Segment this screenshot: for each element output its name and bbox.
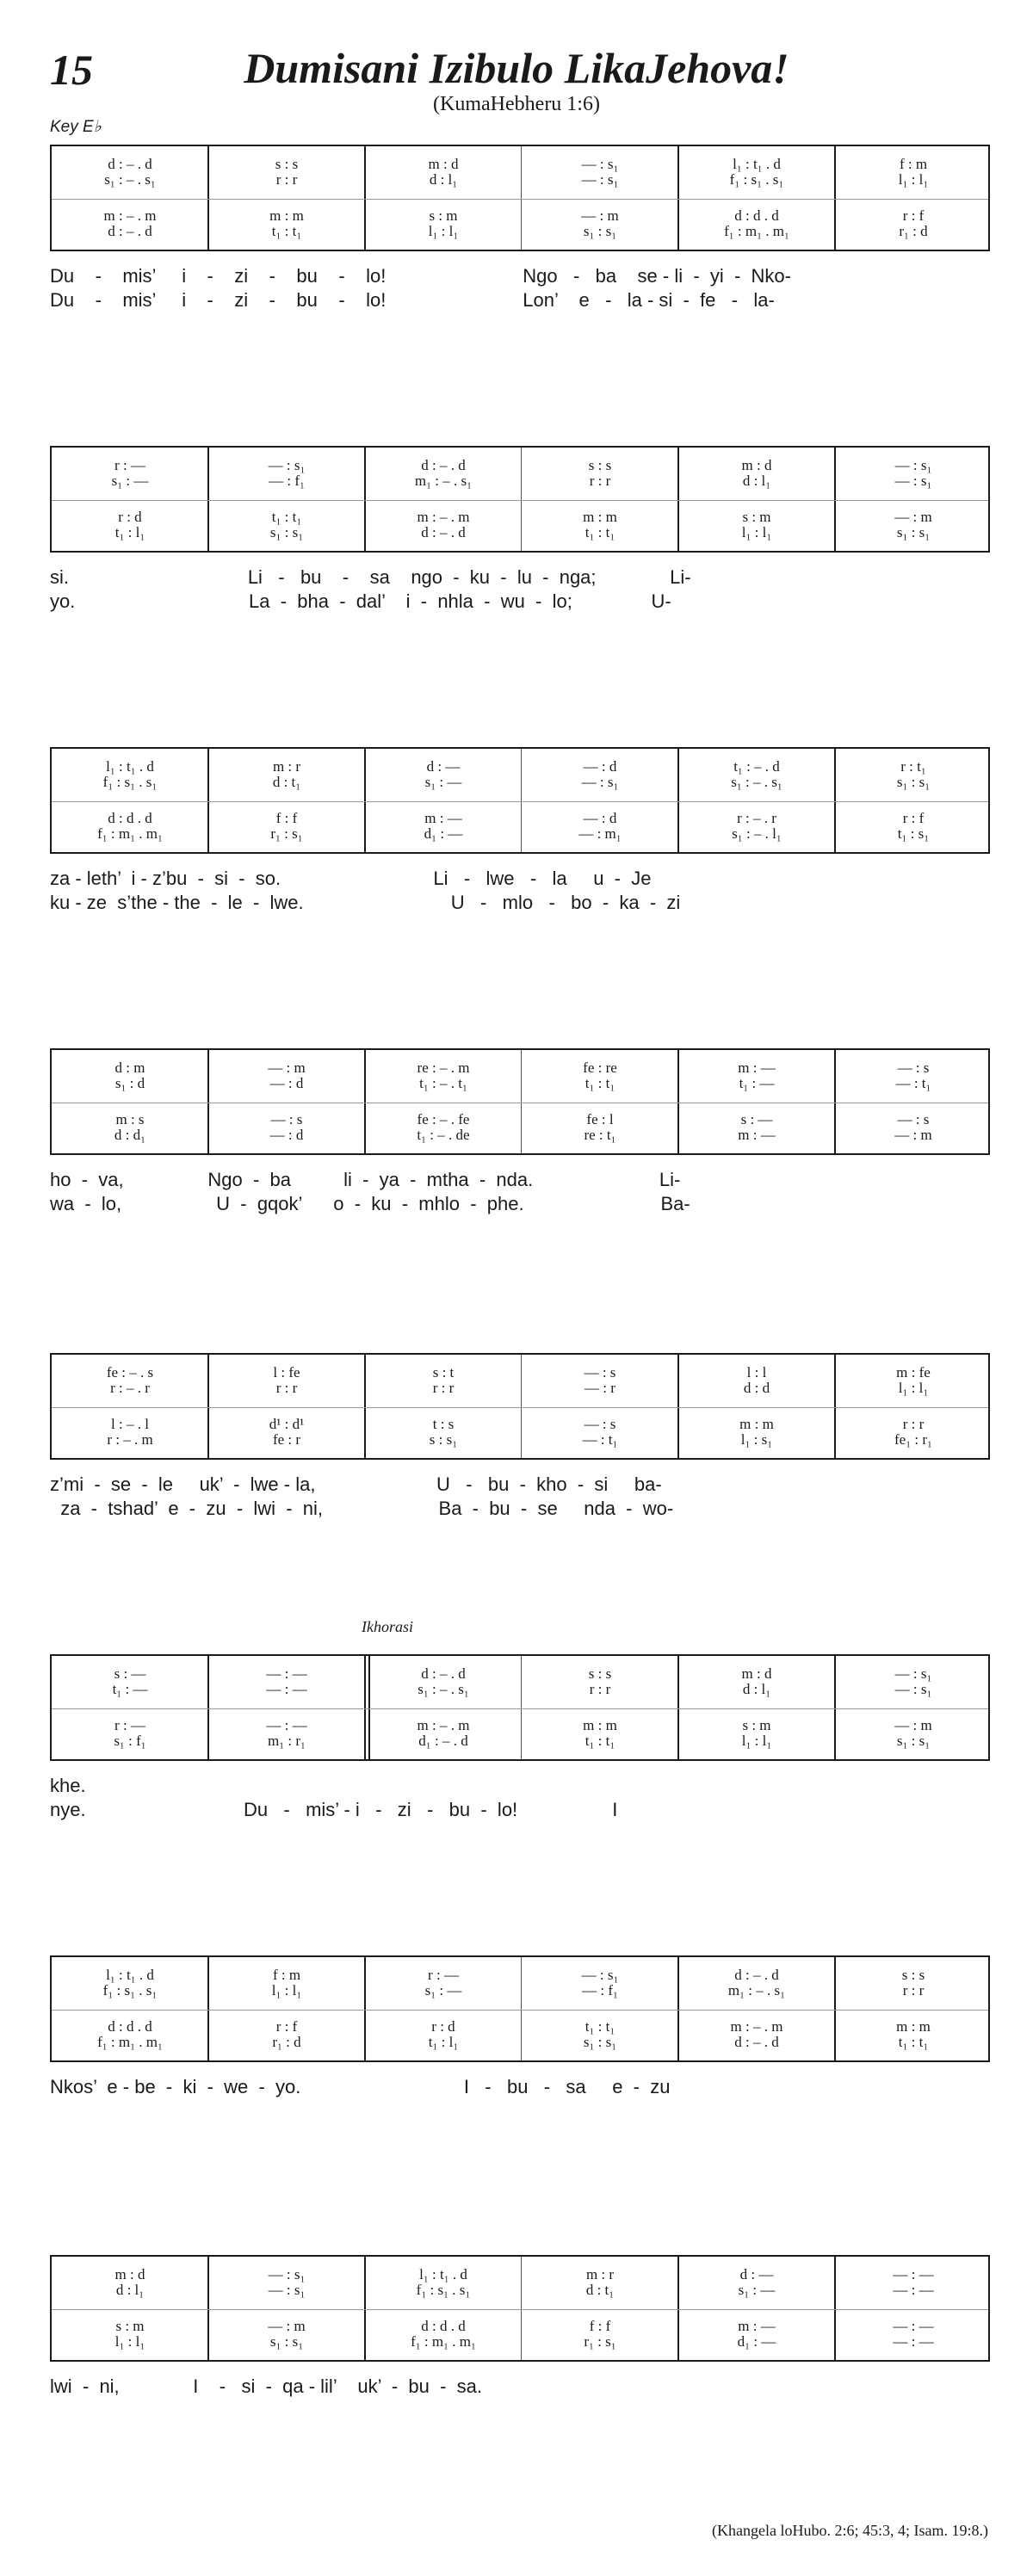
scripture-reference: (KumaHebheru 1:6) [433,93,600,115]
solfa-cell: t₁ : – . d [733,758,780,775]
lyric-line: yo. La - bha - dal’ i - nhla - wu - lo; U- [50,590,671,612]
solfa-cell: f₁ : s₁ . s₁ [729,171,784,188]
solfa-cell: r₁ : d [272,2034,301,2050]
solfa-cell: r : f [275,2018,298,2035]
staff-divider [52,1708,988,1709]
solfa-cell: d : – . d [421,524,466,541]
solfa-cell: r : d [431,2018,455,2035]
music-system [50,446,990,553]
solfa-cell: s₁ : f₁ [114,1733,146,1749]
music-system [50,1955,990,2062]
hymn-number: 15 [50,46,93,94]
music-system [50,747,990,854]
lyric-line: za - leth’ i - z’bu - si - so. Li - lwe - la u - Je [50,868,652,889]
solfa-cell: — : — [266,1717,307,1733]
solfa-cell: — : d [269,1127,304,1143]
solfa-cell: r : r [902,1982,925,1998]
solfa-cell: s : m [429,207,458,224]
solfa-cell: m : d [741,457,772,473]
solfa-cell: — : d [583,810,617,826]
solfa-cell: t₁ : t₁ [271,509,302,525]
solfa-cell: f : m [899,156,928,172]
solfa-cell: s₁ : s₁ [896,774,931,790]
solfa-cell: l : l [746,1364,767,1381]
solfa-cell: s₁ : — [738,2282,776,2298]
solfa-cell: s₁ : — [424,1982,462,1998]
lyric-line: wa - lo, U - gqok’ o - ku - mhlo - phe. Ba- [50,1193,690,1214]
lyric-line: nye. Du - mis’ - i - zi - bu - lo! I [50,1799,618,1820]
solfa-cell: d : l₁ [429,171,458,188]
solfa-cell: — : m [894,509,932,525]
music-system [50,2255,990,2362]
solfa-cell: l₁ : l₁ [741,1733,772,1749]
solfa-cell: m : – . m [730,2018,783,2035]
solfa-cell: s : s [901,1967,925,1983]
solfa-cell: — : — [266,1665,307,1682]
solfa-cell: m : fe [896,1364,931,1381]
solfa-cell: m : d [114,2266,145,2283]
solfa-cell: d₁ : – . d [418,1733,468,1749]
solfa-cell: t : s [432,1416,455,1432]
solfa-cell: l₁ : s₁ [740,1431,773,1448]
solfa-cell: — : m₁ [578,825,622,842]
solfa-cell: s : m [115,2318,145,2334]
solfa-cell: t₁ : — [739,1075,775,1091]
solfa-cell: — : s₁ [581,156,619,172]
solfa-cell: r : d [118,509,142,525]
solfa-cell: d₁ : — [737,2333,776,2350]
solfa-cell: d : – . d [734,1967,779,1983]
solfa-cell: m : r [585,2266,615,2283]
solfa-cell: l₁ : l₁ [741,524,772,541]
solfa-cell: m : s [115,1111,145,1127]
solfa-cell: r₁ : d [899,223,928,239]
staff-divider [52,500,988,501]
solfa-cell: t₁ : s₁ [897,825,930,842]
solfa-cell: f₁ : s₁ . s₁ [416,2282,471,2298]
solfa-cell: — : s [584,1364,616,1381]
solfa-cell: r : – . r [737,810,776,826]
solfa-cell: d : d . d [108,2018,152,2035]
solfa-cell: d : d [743,1380,770,1396]
solfa-cell: s₁ : – . s₁ [731,774,782,790]
solfa-cell: t₁ : l₁ [428,2034,459,2050]
solfa-cell: — : m [581,207,619,224]
solfa-cell: r₁ : s₁ [584,2333,616,2350]
solfa-cell: m : — [738,1059,776,1076]
music-system [50,1654,990,1761]
solfa-cell: — : t₁ [895,1075,931,1091]
solfa-cell: d : l₁ [742,473,771,489]
solfa-cell: d : d . d [734,207,779,224]
solfa-cell: — : s₁ [268,2282,306,2298]
solfa-cell: s : s₁ [429,1431,458,1448]
solfa-cell: m : — [738,1127,776,1143]
lyric-line: si. Li - bu - sa ngo - ku - lu - nga; Li- [50,566,691,588]
solfa-cell: s₁ : — [111,473,149,489]
solfa-cell: — : — [893,2333,934,2350]
lyric-line: lwi - ni, I - si - qa - lil’ uk’ - bu - sa. [50,2375,483,2397]
music-system [50,145,990,251]
solfa-cell: re : t₁ [584,1127,616,1143]
lyric-line: ho - va, Ngo - ba li - ya - mtha - nda. Li- [50,1169,681,1190]
solfa-cell: s : — [740,1111,773,1127]
solfa-cell: — : t₁ [582,1431,618,1448]
solfa-cell: d : t₁ [272,774,301,790]
solfa-cell: — : s [897,1111,930,1127]
solfa-cell: m₁ : r₁ [268,1733,306,1749]
solfa-cell: r : r [589,1681,611,1697]
solfa-cell: m : m [583,1717,617,1733]
solfa-cell: d : l₁ [742,1681,771,1697]
solfa-cell: re : – . m [417,1059,470,1076]
solfa-cell: s₁ : – . s₁ [104,171,156,188]
solfa-cell: s : t [432,1364,455,1381]
solfa-cell: d : d . d [108,810,152,826]
lyric-line: za - tshad’ e - zu - lwi - ni, Ba - bu - se nda - wo- [50,1498,674,1519]
staff-divider [52,2010,988,2011]
solfa-cell: l₁ : l₁ [114,2333,145,2350]
solfa-cell: m : — [424,810,462,826]
solfa-cell: l₁ : t₁ . d [106,1967,154,1983]
solfa-cell: — : s₁ [894,457,932,473]
solfa-cell: f₁ : m₁ . m₁ [97,2034,163,2050]
solfa-cell: s₁ : – . l₁ [732,825,782,842]
solfa-cell: t₁ : t₁ [585,1075,615,1091]
solfa-cell: d : — [739,2266,774,2283]
solfa-cell: r : r [432,1380,455,1396]
solfa-cell: fe : re [583,1059,617,1076]
solfa-cell: f₁ : m₁ . m₁ [724,223,789,239]
solfa-cell: t₁ : – . t₁ [419,1075,467,1091]
solfa-cell: r : — [114,1717,145,1733]
solfa-cell: d : – . d [421,1665,466,1682]
solfa-cell: m : m [896,2018,931,2035]
solfa-cell: l₁ : l₁ [898,1380,929,1396]
solfa-cell: s : — [114,1665,146,1682]
solfa-cell: m : — [738,2318,776,2334]
staff-divider [52,801,988,802]
solfa-cell: f₁ : m₁ . m₁ [411,2333,476,2350]
lyric-line: Du - mis’ i - zi - bu - lo! Ngo - ba se - li - yi - Nko- [50,265,791,287]
solfa-cell: r : r [902,1416,925,1432]
solfa-cell: m : m [269,207,304,224]
hymn-title: Dumisani Izibulo LikaJehova! [244,44,789,92]
solfa-cell: s₁ : s₁ [583,223,617,239]
solfa-cell: — : m [268,2318,306,2334]
solfa-cell: — : d [583,758,617,775]
solfa-cell: t₁ : t₁ [898,2034,929,2050]
solfa-cell: — : s₁ [894,1681,932,1697]
solfa-cell: f : f [589,2318,611,2334]
solfa-cell: l₁ : t₁ . d [733,156,781,172]
solfa-cell: — : f₁ [582,1982,618,1998]
solfa-cell: t₁ : t₁ [271,223,302,239]
solfa-cell: m : – . m [417,509,470,525]
key-signature: Key E♭ [50,118,102,136]
solfa-cell: d : — [426,758,461,775]
staff-divider [52,199,988,200]
solfa-cell: m : r [272,758,301,775]
chorus-label: Ikhorasi [362,1618,413,1635]
staff-divider [52,1407,988,1408]
solfa-cell: s : m [742,1717,771,1733]
footer-references: (Khangela loHubo. 2:6; 45:3, 4; Isam. 19:8.) [712,2522,988,2539]
solfa-cell: r : f [902,810,925,826]
solfa-cell: l₁ : t₁ . d [419,2266,467,2283]
solfa-cell: t₁ : — [112,1681,148,1697]
solfa-cell: d : – . d [734,2034,779,2050]
solfa-cell: — : — [893,2266,934,2283]
solfa-cell: l₁ : l₁ [898,171,929,188]
solfa-cell: s : s [588,1665,612,1682]
solfa-cell: r : – . m [107,1431,153,1448]
solfa-cell: s₁ : s₁ [269,524,304,541]
solfa-cell: — : s₁ [894,1665,932,1682]
solfa-cell: r : – . r [110,1380,150,1396]
solfa-cell: r : t₁ [900,758,926,775]
solfa-cell: d : l₁ [115,2282,145,2298]
solfa-cell: t₁ : t₁ [585,2018,615,2035]
solfa-cell: m : – . m [417,1717,470,1733]
solfa-cell: l₁ : l₁ [428,223,459,239]
solfa-cell: — : — [893,2318,934,2334]
solfa-cell: d : – . d [108,156,152,172]
solfa-cell: fe : – . fe [417,1111,470,1127]
solfa-cell: r : r [589,473,611,489]
solfa-cell: — : f₁ [269,473,305,489]
solfa-cell: s₁ : – . s₁ [418,1681,469,1697]
solfa-cell: t₁ : t₁ [585,1733,615,1749]
solfa-cell: f : f [275,810,298,826]
solfa-cell: s : m [742,509,771,525]
solfa-cell: s₁ : s₁ [896,1733,931,1749]
solfa-cell: fe : – . s [106,1364,154,1381]
solfa-cell: — : r [585,1380,615,1396]
solfa-cell: d₁ : — [424,825,463,842]
solfa-cell: f₁ : s₁ . s₁ [102,1982,158,1998]
solfa-cell: — : — [266,1681,307,1697]
lyric-line: z’mi - se - le uk’ - lwe - la, U - bu - kho - si ba- [50,1473,662,1495]
solfa-cell: d : – . d [421,457,466,473]
solfa-cell: — : m [894,1717,932,1733]
lyric-line: Du - mis’ i - zi - bu - lo! Lon’ e - la - si - fe - la- [50,289,775,311]
lyric-line: ku - ze s’the - the - le - lwe. U - mlo - bo - ka - zi [50,892,681,913]
solfa-cell: f₁ : m₁ . m₁ [97,825,163,842]
solfa-cell: d : m [114,1059,145,1076]
solfa-cell: — : s₁ [894,473,932,489]
solfa-cell: s₁ : s₁ [583,2034,617,2050]
solfa-cell: — : s [584,1416,616,1432]
solfa-cell: t₁ : t₁ [585,524,615,541]
solfa-cell: d : – . d [108,223,152,239]
solfa-cell: d : d₁ [114,1127,146,1143]
solfa-cell: d : t₁ [585,2282,615,2298]
solfa-cell: r : — [428,1967,459,1983]
solfa-cell: t₁ : l₁ [114,524,145,541]
solfa-cell: — : s₁ [581,1967,619,1983]
solfa-cell: s₁ : — [424,774,462,790]
lyric-line: khe. [50,1775,86,1796]
music-system [50,1048,990,1155]
solfa-cell: l₁ : t₁ . d [106,758,154,775]
solfa-cell: — : s₁ [268,2266,306,2283]
solfa-cell: s₁ : d [114,1075,145,1091]
solfa-cell: — : s₁ [268,457,306,473]
solfa-cell: s₁ : s₁ [896,524,931,541]
solfa-cell: — : — [893,2282,934,2298]
solfa-cell: m : m [583,509,617,525]
solfa-cell: l : – . l [111,1416,149,1432]
solfa-cell: l : fe [273,1364,300,1381]
solfa-cell: r : — [114,457,145,473]
solfa-cell: m : d [741,1665,772,1682]
solfa-cell: f₁ : s₁ . s₁ [102,774,158,790]
solfa-cell: m₁ : – . s₁ [414,473,473,489]
solfa-cell: l₁ : l₁ [271,1982,302,1998]
solfa-cell: s : s [275,156,299,172]
solfa-cell: r₁ : s₁ [270,825,303,842]
solfa-cell: m₁ : – . s₁ [727,1982,786,1998]
solfa-cell: m : d [428,156,459,172]
solfa-cell: fe : r [272,1431,301,1448]
solfa-cell: fe₁ : r₁ [894,1431,932,1448]
solfa-cell: m : m [739,1416,774,1432]
lyric-line: Nkos’ e - be - ki - we - yo. I - bu - sa e - zu [50,2076,671,2097]
solfa-cell: s₁ : s₁ [269,2333,304,2350]
solfa-cell: — : m [894,1127,932,1143]
solfa-cell: r : r [275,1380,298,1396]
music-system [50,1353,990,1460]
staff-divider [52,2309,988,2310]
solfa-cell: — : s [270,1111,303,1127]
solfa-cell: fe : l [586,1111,614,1127]
solfa-cell: d¹ : d¹ [269,1416,305,1432]
solfa-cell: m : – . m [103,207,157,224]
solfa-cell: t₁ : – . de [417,1127,470,1143]
solfa-cell: s : s [588,457,612,473]
solfa-cell: — : m [268,1059,306,1076]
solfa-cell: d : d . d [421,2318,466,2334]
solfa-cell: r : r [275,171,298,188]
solfa-cell: — : s₁ [581,171,619,188]
solfa-cell: — : s₁ [581,774,619,790]
solfa-cell: r : f [902,207,925,224]
solfa-cell: — : d [269,1075,304,1091]
solfa-cell: f : m [272,1967,301,1983]
solfa-cell: — : s [897,1059,930,1076]
